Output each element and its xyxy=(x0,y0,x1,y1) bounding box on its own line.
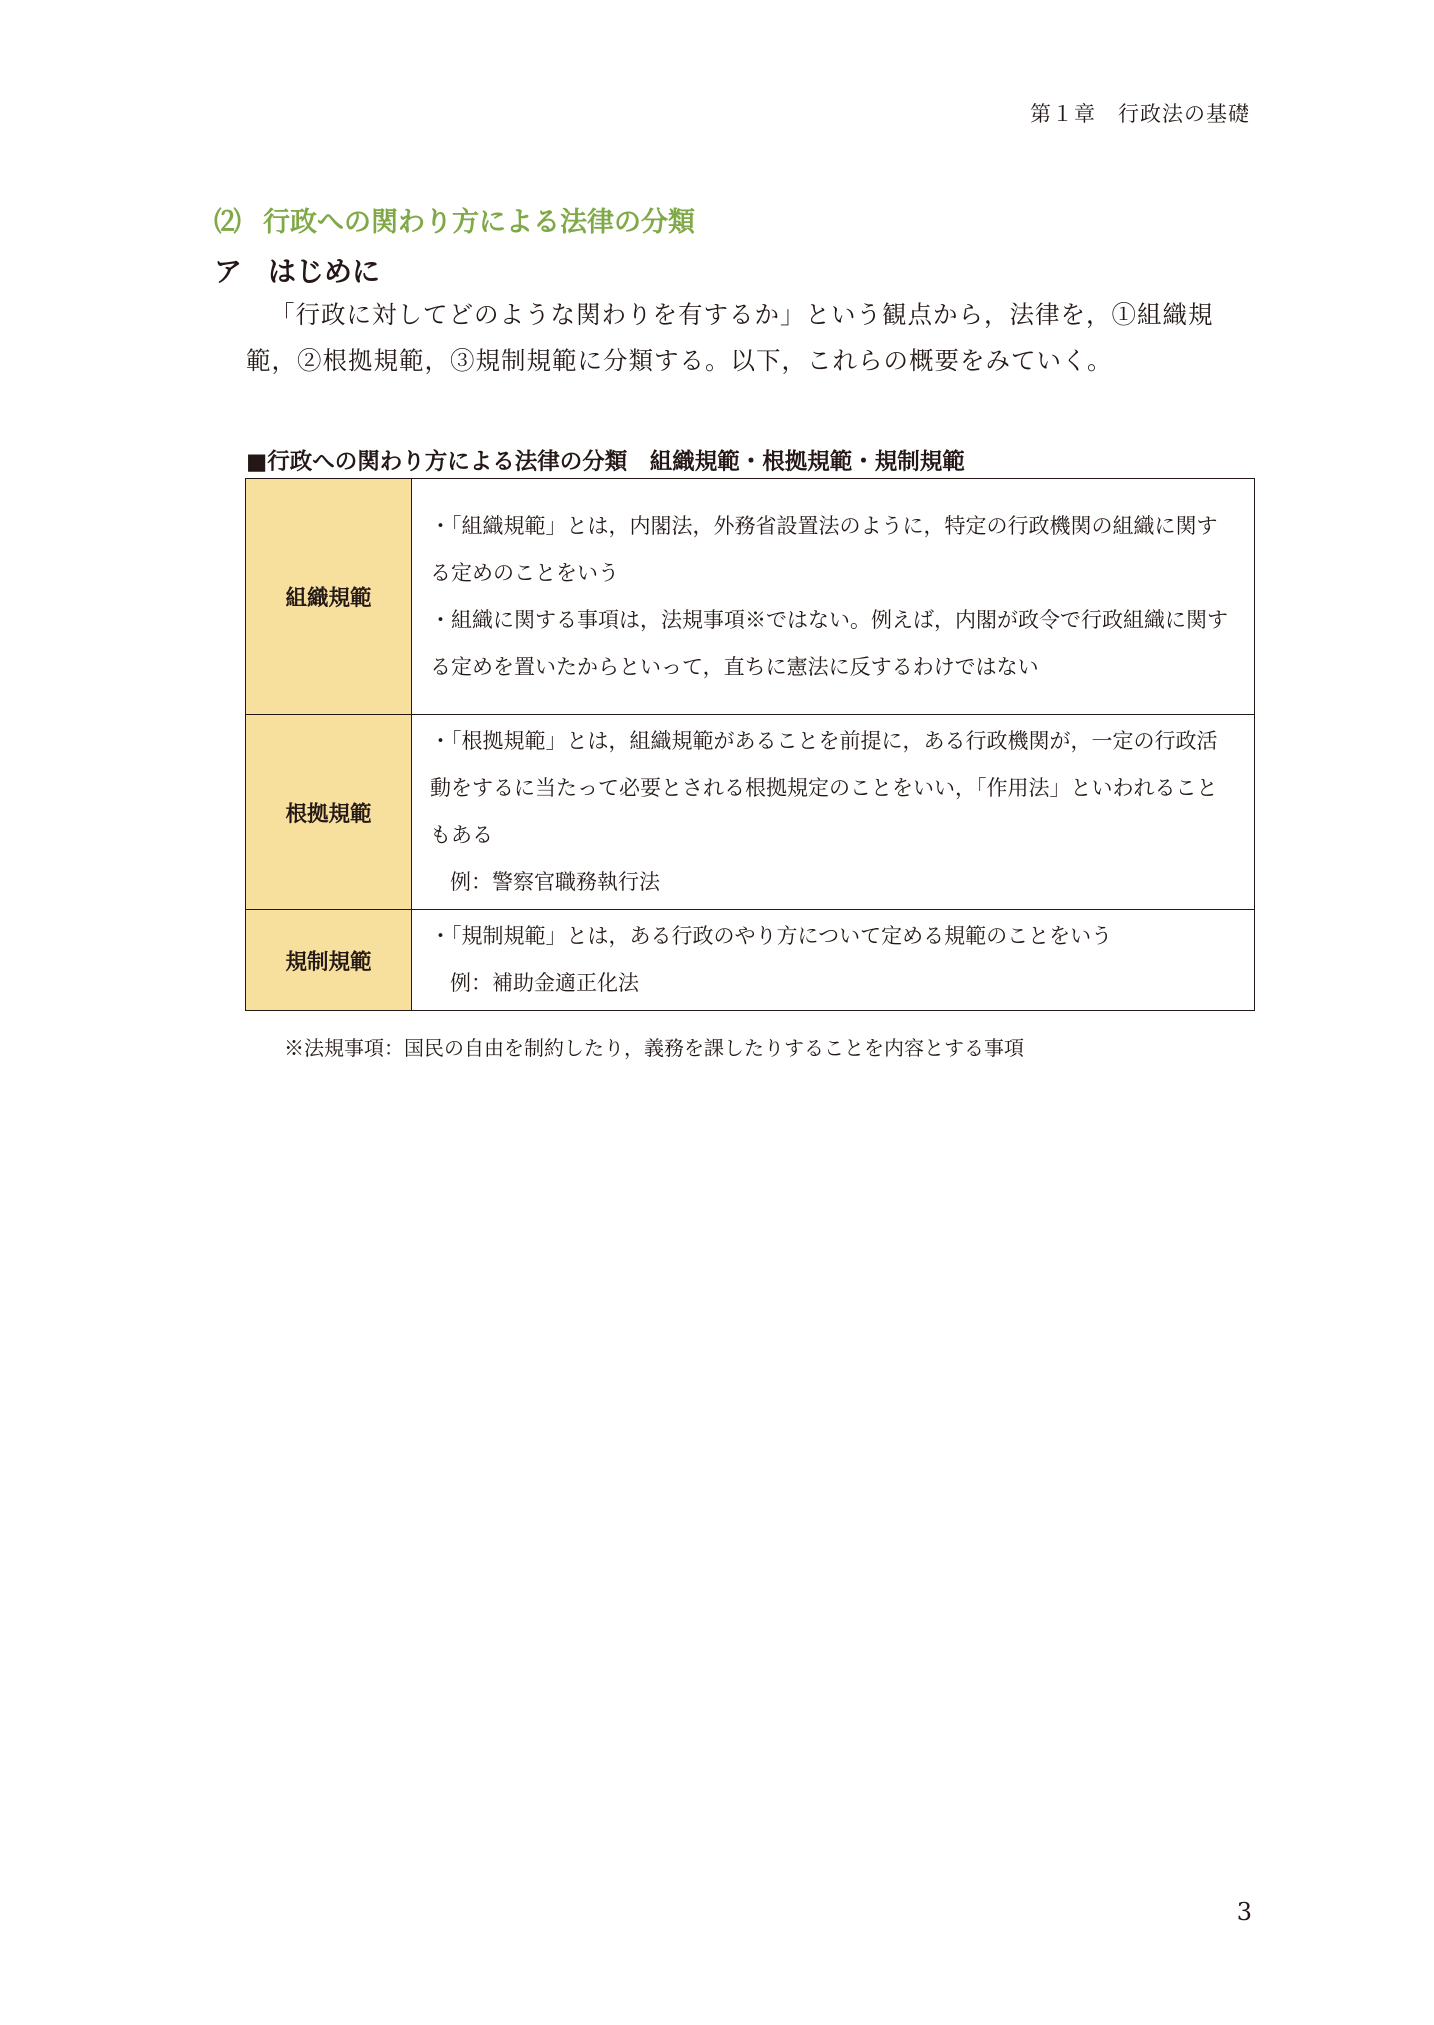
table-row xyxy=(246,479,1255,715)
description-line: ・組織に関する事項は，法規事項※ではない。例えば，内閣が政令で行政組織に関する定めを置いたからといって，直ちに憲法に反するわけではない xyxy=(430,607,1228,679)
table-row xyxy=(246,910,1255,1011)
row-label: 規制規範 xyxy=(246,910,412,1011)
subsection-title: はじめに xyxy=(268,255,381,288)
description-line: ・「組織規範」とは，内閣法，外務省設置法のように，特定の行政機関の組織に関する定めのことをいう xyxy=(430,513,1218,585)
row-label: 根拠規範 xyxy=(246,715,412,910)
intro-paragraph: 「行政に対してどのような関わりを有するか」という観点から，法律を，①組織規範，②根拠規範，③規制規範に分類する。以下，これらの概要をみていく。 xyxy=(246,300,1214,375)
description-line: ・「根拠規範」とは，組織規範があることを前提に，ある行政機関が，一定の行政活動をするに当たって必要とされる根拠規定のことをいい，「作用法」といわれることもある xyxy=(430,729,1218,847)
row-description xyxy=(412,479,1255,715)
description-line: ・「規制規範」とは，ある行政のやり方について定める規範のことをいう xyxy=(430,924,1113,948)
row-description xyxy=(412,910,1255,1011)
subsection-heading xyxy=(214,250,380,290)
section-title: 行政への関わり方による法律の分類 xyxy=(263,207,695,238)
table-row xyxy=(246,715,1255,910)
example-line: 例：警察官職務執行法 xyxy=(450,870,660,894)
table-caption: ■行政への関わり方による法律の分類 組織規範・根拠規範・規制規範 xyxy=(246,449,965,475)
page-number: 3 xyxy=(1236,1898,1252,1926)
row-label: 組織規範 xyxy=(246,479,412,715)
running-header: 第１章 行政法の基礎 xyxy=(1030,102,1250,126)
section-heading xyxy=(214,200,695,239)
section-number: ⑵ xyxy=(214,207,241,238)
example-line: 例：補助金適正化法 xyxy=(450,971,639,995)
row-description xyxy=(412,715,1255,910)
footnote: ※法規事項：国民の自由を制約したり，義務を課したりすることを内容とする事項 xyxy=(284,1036,1024,1060)
norm-classification-table xyxy=(245,478,1255,1011)
subsection-mark: ア xyxy=(214,255,243,288)
